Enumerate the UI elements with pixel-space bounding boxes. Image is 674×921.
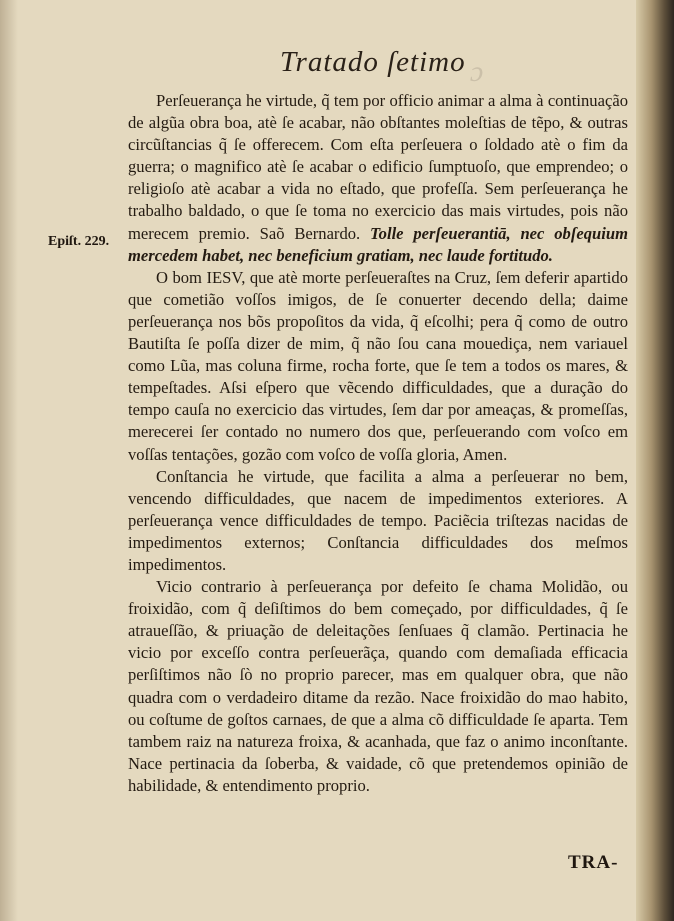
paragraph-constancia: Conſtancia he virtude, que facilita a alma a perſeuerar no bem, vencendo difficuldades, que nacem de impedimentos exteriores. A perſeuerança vence difficuldades de tempo. Paciẽcia triſtezas nacidas de impedimentos externos; Conſtancia difficuldades dos meſmos impedimentos.: [128, 466, 628, 574]
paragraph-prayer: O bom IESV, que atè morte perſeueraſtes na Cruz, ſem deferir apartido que cometião voſſos imigos, de ſe conuerter decendo della; daime perſeuerança nos bõs propoſitos da vida, q̃ eſcolhi; pera q̃ como de outro Bautiſta ſe poſſa dizer de mim, q̃ não ſou cana mouediça, nem variauel como Lũa, mas coluna firme, rocha forte, que ſe tem a todos os mares, & tempeſtades. Aſsi eſpero que vẽcendo difficuldades, que a duração do tempo cauſa no exercicio das virtudes, ſem dar por ameaças, & promeſſas, merecerei ſer contado no numero dos que, perſeuerando com voſco em voſſas tentações, gozão com voſco de voſſa gloria, Amen.: [128, 267, 628, 464]
paragraph-text: Perſeuerança he virtude, q̃ tem por officio animar a alma à continuação de algũa obra boa, atè ſe acabar, não obſtantes moleſtias de tẽpo, & outras circũſtancias q̃ ſe offerecem. Com eſta perſeuera o ſoldado atè o fim da guerra; o magnifico atè ſe acabar o edificio ſumptuoſo, que emprendeo; o religioſo atè acabar a vida no eſtado, que profeſſa. Sem perſeuerança he trabalho baldado, o que ſe toma no exercicio das mais virtudes, pois não merecem premio. Saõ Bernardo.: [128, 91, 628, 243]
catchword: TRA-: [568, 852, 619, 873]
latin-quote: Tolle perſeuerantiā, nec obſequium mercedem habet, nec beneficium gratiam, nec laude fortitudo.: [128, 223, 628, 265]
running-head: Tratado ſetimo: [280, 46, 466, 78]
gutter-shadow: [0, 0, 18, 921]
main-text: [128, 90, 628, 797]
paragraph-perseveranca: [128, 90, 628, 267]
show-through-decoration: ɔ: [470, 55, 484, 88]
margin-note: Epiſt. 229.: [48, 234, 110, 249]
paragraph-vicio: Vicio contrario à perſeuerança por defeito ſe chama Molidão, ou froixidão, com q̃ deſiſtimos do bem começado, por difficuldades, q̃ ſe atraueſſão, & priuação de deleitações ſenſuaes q̃ clamão. Pertinacia he vicio por exceſſo contra perſeuerãça, quando com demaſiada efficacia perſiſtimos não ſò no proprio parecer, mas em qualquer obra, que não quadra com o verdadeiro ditame da rezão. Nace froixidão do mao habito, ou coſtume de goſtos carnaes, de que a alma cõ difficuldade ſe aparta. Tem tambem raiz na natureza froixa, & acanhada, que faz o animo inconſtante. Nace pertinacia da ſoberba, & vaidade, cõ que pretendemos opinião de habilidade, & entendimento proprio.: [128, 577, 628, 795]
page-edge: [636, 0, 674, 921]
